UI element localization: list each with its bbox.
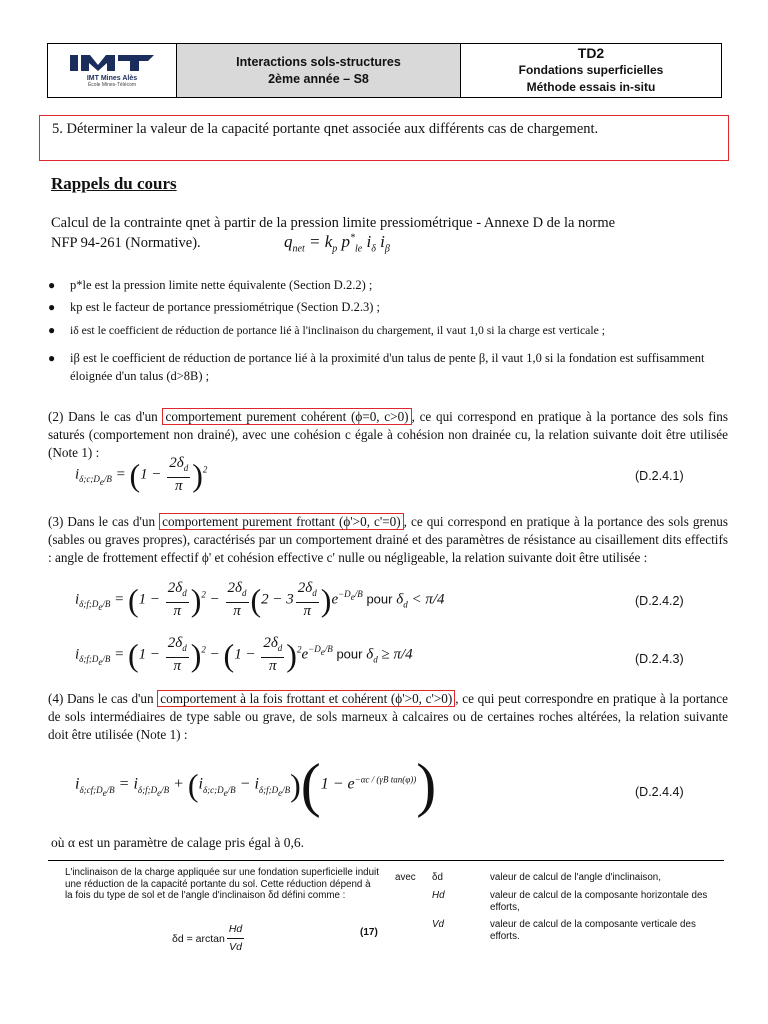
case4-pre: (4) Dans le cas d'un	[48, 691, 154, 706]
formula-numerator: Hd	[227, 921, 244, 939]
equation-d243: $i_{\delta;f;D_e/B} = (1$ − $\frac{2\delta_d}{\pi}$ )$^2$ − (1 − $\frac{2\delta_d}{\pi}$ )$^2e^{-D_e/B}$ pour $\delta_d \ge \pi/4$	[75, 635, 413, 674]
formula-denominator: Vd	[229, 941, 242, 953]
case2-post: , ce qui correspond en pratique à la portance des sols fins saturés (comportement non drainé), avec une cohésion c égale à cohésion non drainée cu, la relation suivante doit être utilisée (Note 1) :	[48, 409, 728, 460]
case3-post: , ce qui correspond en pratique à la portance des sols grenus (sables ou graves propres), caractérisés par un comportement drainé et des paramètres de résistance au cisaillement dits effectifs : angle de frottement effectif ϕ' et cohésion effective c' nulle ou négligeable, la relation suivante doit être utilisée :	[48, 514, 729, 565]
bullet-text: kp est le facteur de portance pressiométrique (Section D.2.3) ;	[70, 300, 380, 314]
pour-label: pour	[366, 591, 393, 607]
formula-fraction	[227, 921, 244, 956]
imt-logo-icon	[70, 53, 154, 73]
td-cell	[461, 44, 721, 97]
td-topic: Fondations superficielles	[518, 63, 664, 77]
equation-label: (D.2.4.2)	[635, 594, 684, 608]
logo-subtitle: École Mines-Télécom	[87, 82, 137, 88]
case2-highlight: comportement purement cohérent (ϕ=0, c>0)	[162, 408, 411, 425]
formula-number: (17)	[360, 927, 378, 938]
equation-label: (D.2.4.3)	[635, 652, 684, 666]
equation-d241: $i_{\delta;c;D_e/B} = (1$ − $\frac{2\delta_d}{\pi}$ )$^2$	[75, 455, 208, 494]
logo-cell	[48, 44, 177, 97]
case4-post: , ce qui peut correspondre en pratique à la portance de sols intermédiaires de type sable ou grave, de sols marneux à calcaires ou de certaines roches altérées, la relation suivante doit être utilisée (Note 1) :	[48, 691, 728, 742]
course-year: 2ème année – S8	[268, 71, 369, 86]
td-method: Méthode essais in-situ	[526, 80, 656, 94]
list-item: ● kp est le facteur de portance pressiométrique (Section D.2.3) ;	[48, 300, 380, 314]
case2-pre: (2) Dans le cas d'un	[48, 409, 158, 424]
list-item: ● iδ est le coefficient de réduction de portance lié à l'inclinaison du chargement, il vaut 1,0 si la charge est verticale ;	[48, 323, 605, 337]
logo-name: IMT Mines Alès	[86, 75, 138, 82]
bullet-text: iβ est le coefficient de réduction de portance lié à la proximité d'un talus de pente β, il vaut 1,0 si la fondation est suffisamment éloignée d'un talus (d>8B) ;	[70, 351, 705, 383]
def-symbol: Hd	[432, 890, 445, 901]
alpha-note: où α est un paramètre de calage pris égal à 0,6.	[51, 835, 304, 850]
equation-label: (D.2.4.4)	[635, 785, 684, 799]
question-box: 5. Déterminer la valeur de la capacité portante qnet associée aux différents cas de chargement.	[39, 115, 729, 161]
case4-paragraph	[48, 690, 728, 744]
list-item: ● p*le est la pression limite nette équivalente (Section D.2.2) ;	[48, 278, 373, 292]
def-symbol: δd	[432, 872, 443, 883]
case2-paragraph	[48, 408, 728, 462]
course-cell	[177, 44, 461, 97]
excerpt-paragraph: L'inclinaison de la charge appliquée sur une fondation superficielle induit une réduction de la capacité portante du sol. Cette réduction dépend à la fois du type de sol et de l'angle d'inclinaison δd défini comme :	[65, 867, 379, 901]
case4-highlight: comportement à la fois frottant et cohérent (ϕ'>0, c'>0)	[157, 690, 455, 707]
list-item: ● iβ est le coefficient de réduction de portance lié à la proximité d'un talus de pente β, il vaut 1,0 si la fondation est suffisamment éloignée d'un talus (d>8B) ;	[48, 349, 718, 385]
equation-label: (D.2.4.1)	[635, 469, 684, 483]
avec-label: avec	[395, 872, 416, 883]
formula-lhs: δd = arctan	[172, 932, 225, 945]
bullet-text: p*le est la pression limite nette équivalente (Section D.2.2) ;	[70, 278, 373, 292]
section-heading: Rappels du cours	[51, 174, 177, 193]
excerpt-formula	[172, 921, 246, 956]
pour-label: pour	[336, 646, 363, 662]
divider	[384, 860, 724, 861]
def-text: valeur de calcul de la composante verticale des efforts.	[490, 919, 696, 942]
calcul-paragraph: Calcul de la contrainte qnet à partir de la pression limite pressiométrique - Annexe D de la norme NFP 94-261 (Normative).	[51, 215, 616, 251]
qnet-formula: $q_{net} = k_p$ $p^*_{le}$ $i_\delta$ $i_\beta$	[284, 232, 390, 255]
case3-highlight: comportement purement frottant (ϕ'>0, c'=0)	[159, 513, 404, 530]
equation-d244: $i_{\delta;cf;D_e/B} = i_{\delta;f;D_e/B} + (i_{\delta;c;D_e/B} - i_{\delta;f;D_e/B})(1 - e^{-\alpha c / (\gamma B tan(\varphi))})$	[75, 752, 437, 818]
divider	[48, 860, 388, 861]
def-symbol: Vd	[432, 919, 444, 930]
case3-paragraph	[48, 513, 728, 567]
header-table	[47, 43, 722, 98]
td-number: TD2	[577, 45, 605, 61]
def-text: valeur de calcul de l'angle d'inclinaison,	[490, 872, 661, 883]
bullet-text: iδ est le coefficient de réduction de portance lié à l'inclinaison du chargement, il vaut 1,0 si la charge est verticale ;	[70, 324, 605, 337]
equation-d242: $i_{\delta;f;D_e/B} = (1$ − $\frac{2\delta_d}{\pi}$ )$^2$ − $\frac{2\delta_d}{\pi}$ (2 − 3 $\frac{2\delta_d}{\pi}$ )$e^{-D_e/B}$ pour $\delta_d < \pi/4$	[75, 580, 445, 619]
case3-pre: (3) Dans le cas d'un	[48, 514, 156, 529]
def-text: valeur de calcul de la composante horizontale des efforts,	[490, 890, 708, 913]
course-title: Interactions sols-structures	[236, 54, 401, 69]
